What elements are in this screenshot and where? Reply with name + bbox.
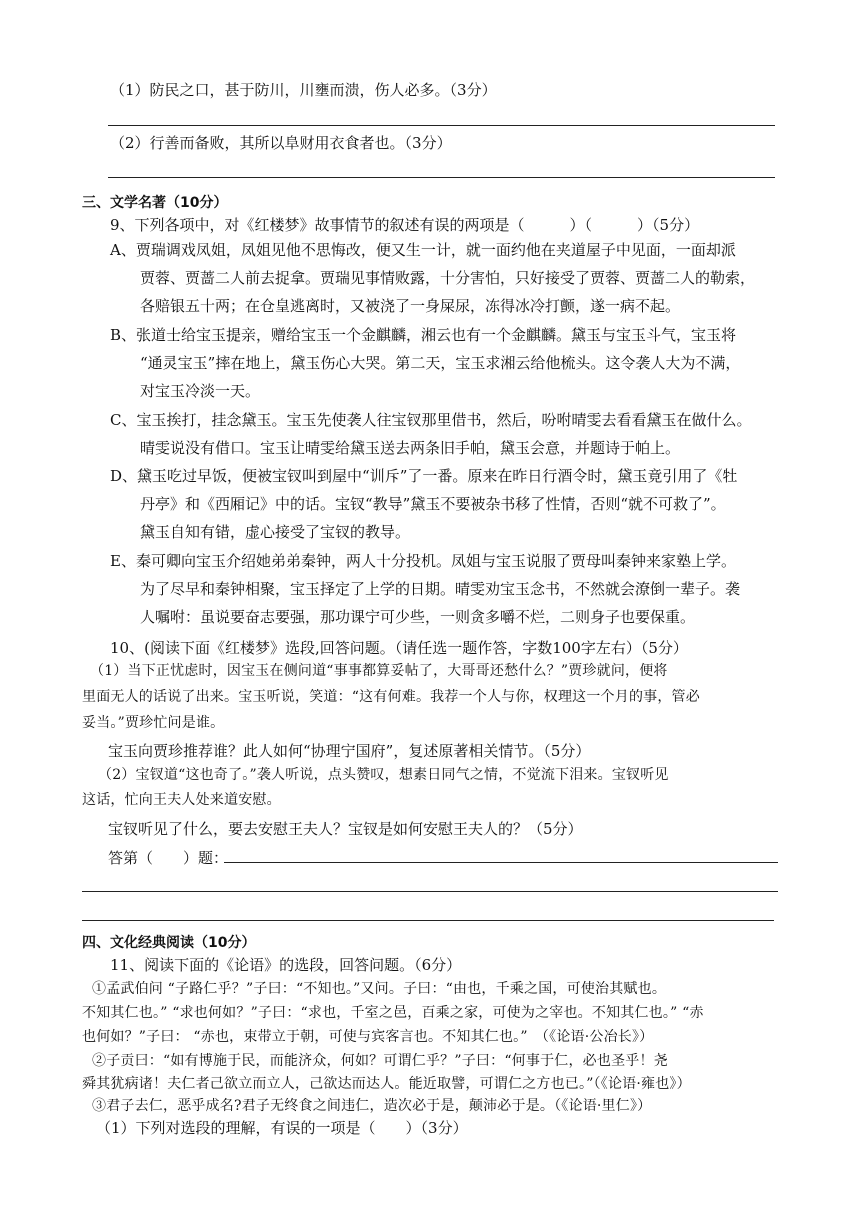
option-c-line: C、宝玉挨打，挂念黛玉。宝玉先使袭人往宝钗那里借书，然后，吩咐晴雯去看看黛玉在做什么。 [110,411,752,429]
option-b-line: B、张道士给宝玉提亲，赠给宝玉一个金麒麟，湘云也有一个金麒麟。黛玉与宝玉斗气，宝玉将 [110,326,737,344]
answer-label: 答第（ ）题： [108,849,229,867]
lunyu-excerpt-line: 舜其犹病诸！夫仁者己欲立而立人，己欲达而达人。能近取譬，可谓仁之方也已。”（《论语·雍也》） [82,1076,691,1092]
option-d-line: 丹亭》和《西厢记》中的话。宝钗“教导”黛玉不要被杂书移了性情，否则“就不可救了”。 [140,495,726,513]
option-d-line: D、黛玉吃过早饭，便被宝钗叫到屋中“训斥”了一番。原来在昨日行酒令时，黛玉竟引用了《牡 [110,467,738,485]
answer-line[interactable] [224,862,778,863]
section-heading: 三、文学名著（10分） [82,195,228,211]
lunyu-excerpt-line: ①孟武伯问 “子路仁乎？”子曰：“不知也。”又问。子曰：“由也，千乘之国，可使治其赋也。 [92,981,667,997]
excerpt-line: 这话，忙向王夫人处来道安慰。 [82,792,281,808]
option-a-line: A、贾瑞调戏凤姐，凤姐见他不思悔改，便又生一计，就一面约他在夹道屋子中见面，一面却派 [110,241,736,259]
question-11-stem: 11、阅读下面的《论语》的选段，回答问题。（6分） [110,956,462,974]
excerpt-line: 妥当。”贾珍忙问是谁。 [82,715,225,731]
lunyu-excerpt-line: ②子贡曰：“如有博施于民，而能济众，何如？可谓仁乎？”子曰：“何事于仁，必也圣乎！尧 [92,1053,668,1069]
question-9-stem: 9、下列各项中，对《红楼梦》故事情节的叙述有误的两项是（ ）（ ）（5分） [110,216,700,234]
option-e-line: E、秦可卿向宝玉介绍她弟弟秦钟，两人十分投机。凤姐与宝玉说服了贾母叫秦钟来家塾上学。 [110,552,736,570]
translation-q1: （1）防民之口，甚于防川，川壅而溃，伤人必多。（3分） [110,81,497,99]
excerpt-line: （2）宝钗道“这也奇了。”袭人听说，点头赞叹，想素日同气之情，不觉流下泪来。宝钗听见 [98,767,669,783]
lunyu-excerpt-line: ③君子去仁，恶乎成名?君子无终食之间违仁，造次必于是，颠沛必于是。（《论语·里仁》） [92,1098,652,1114]
answer-line[interactable] [108,125,775,126]
option-a-line: 各赔银五十两；在仓皇逃离时，又被浇了一身屎尿，冻得冰冷打颤，遂一病不起。 [140,297,681,315]
option-b-line: 对宝玉冷淡一天。 [140,382,261,400]
option-a-line: 贾蓉、贾蔷二人前去捉拿。贾瑞见事情败露，十分害怕，只好接受了贾蓉、贾蔷二人的勒索， [140,269,756,287]
option-e-line: 人嘱咐：虽说要奋志要强，那功课宁可少些，一则贪多嚼不烂，二则身子也要保重。 [140,608,696,626]
excerpt-line: （1）当下正忧虑时，因宝玉在侧问道“事事都算妥帖了，大哥哥还愁什么？”贾珍就问，便将 [90,663,668,679]
section-heading: 四、文化经典阅读（10分） [82,935,256,951]
question-11-sub1: （1）下列对选段的理解，有误的一项是（ ）（3分） [96,1119,468,1137]
translation-q2: （2）行善而备败，其所以阜财用衣食者也。（3分） [110,134,452,152]
option-c-line: 晴雯说没有借口。宝玉让晴雯给黛玉送去两条旧手帕，黛玉会意，并题诗于帕上。 [140,439,681,457]
option-e-line: 为了尽早和秦钟相聚，宝玉择定了上学的日期。晴雯劝宝玉念书，不然就会潦倒一辈子。袭 [140,580,741,598]
question-10-sub2: 宝钗听见了什么，要去安慰王夫人？宝钗是如何安慰王夫人的？（5分） [108,820,583,838]
option-b-line: “通灵宝玉”摔在地上，黛玉伤心大哭。第二天，宝玉求湘云给他梳头。这令袭人大为不满， [140,354,741,372]
question-10-stem: 10、(阅读下面《红楼梦》选段,回答问题。（请任选一题作答，字数100字左右）（5分） [110,639,688,657]
lunyu-excerpt-line: 也何如？”子曰： “赤也，束带立于朝，可使与宾客言也。不知其仁也。” （《论语·公冶长》） [82,1029,654,1045]
excerpt-line: 里面无人的话说了出来。宝玉听说，笑道：“这有何难。我荐一个人与你，权理这一个月的事，管必 [82,689,700,705]
answer-line[interactable] [82,920,774,921]
answer-line[interactable] [82,891,778,892]
lunyu-excerpt-line: 不知其仁也。” “求也何如？”子曰：“求也，千室之邑，百乘之家，可使为之宰也。不知其仁也。” “赤 [82,1005,704,1021]
question-10-sub1: 宝玉向贾珍推荐谁？此人如何“协理宁国府”，复述原著相关情节。（5分） [108,742,591,760]
answer-line[interactable] [108,177,775,178]
option-d-line: 黛玉自知有错，虚心接受了宝钗的教导。 [140,523,411,541]
